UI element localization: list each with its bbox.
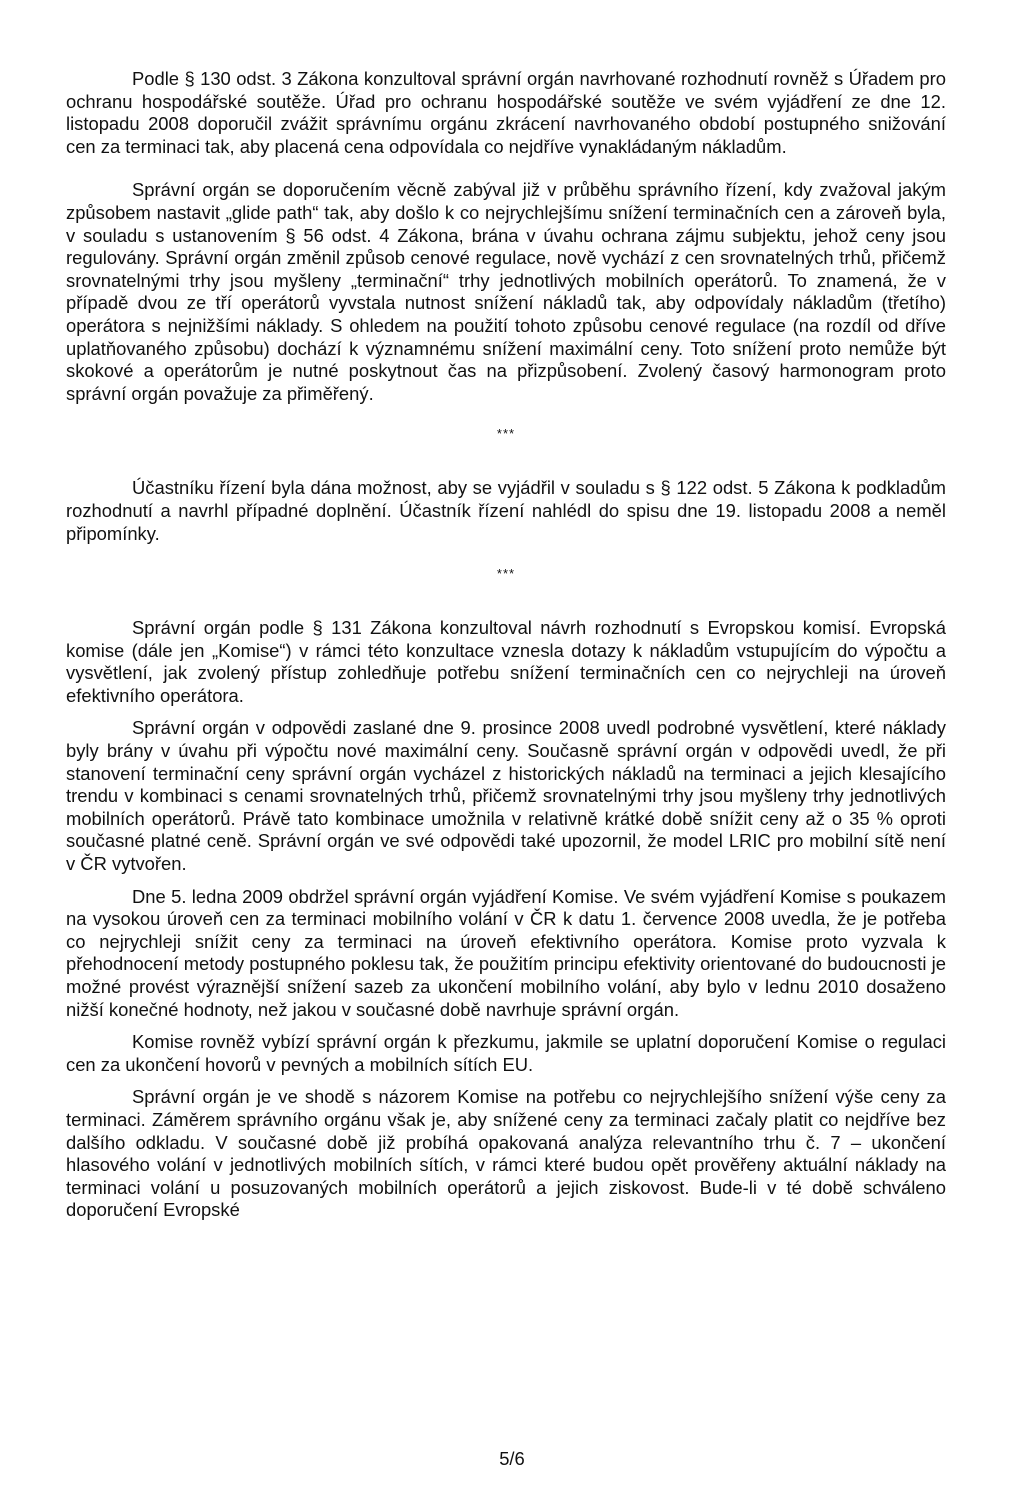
paragraph-glide-path: Správní orgán se doporučením věcně zabýval již v průběhu správního řízení, kdy zvažoval jakým způsobem nastavit „glide path“ tak, aby došlo k co nejrychlejšímu snížení terminačních cen a zároveň byla, v souladu s ustanovením § 56 odst. 4 Zákona, brána v úvahu ochrana zájmu subjektu, jehož ceny jsou regulovány. Správní orgán změnil způsob cenové regulace, nově vychází z cen srovnatelných trhů, přičemž srovnatelnými trhy jsou myšleny „terminační“ trhy jednotlivých mobilních operátorů. To znamená, že v případě dvou ze tří operátorů vyvstala nutnost snížení nákladů tak, aby odpovídaly nákladům (třetího) operátora s nejnižšími náklady. S ohledem na použití tohoto způsobu cenové regulace (na rozdíl od dříve uplatňovaného způsobu) dochází k významnému snížení maximální ceny. Toto snížení proto nemůže být skokové a operátorům je nutné poskytnout čas na přizpůsobení. Zvolený časový harmonogram proto správní orgán považuje za přiměřený. — [66, 179, 946, 404]
section-separator: *** — [496, 426, 516, 442]
paragraph-agreement: Správní orgán je ve shodě s názorem Komise na potřebu co nejrychlejšího snížení výše ceny za terminaci. Záměrem správního orgánu však je, aby snížené ceny za terminaci začaly platit co nejdříve bez dalšího odkladu. V současné době již probíhá opakovaná analýza relevantního trhu č. 7 – ukončení hlasového volání v jednotlivých mobilních sítích, v rámci které budou opět prověřeny aktuální náklady na terminaci volání u posuzovaných mobilních operátorů a jejich ziskovost. Bude-li v té době schváleno doporučení Evropské — [66, 1086, 946, 1221]
paragraph-european-commission: Správní orgán podle § 131 Zákona konzultoval návrh rozhodnutí s Evropskou komisí. Evropská komise (dále jen „Komise“) v rámci této konzultace vznesla dotazy k nákladům vstupujícím do výpočtu a vysvětlení, jak zvolený přístup zohledňuje potřebu snížení terminačních cen co nejrychleji na úroveň efektivního operátora. — [66, 617, 946, 706]
paragraph-consultation-competition-office: Podle § 130 odst. 3 Zákona konzultoval správní orgán navrhované rozhodnutí rovněž s Úřadem pro ochranu hospodářské soutěže. Úřad pro ochranu hospodářské soutěže ve svém vyjádření ze dne 12. listopadu 2008 doporučil zvážit správnímu orgánu zkrácení navrhovaného období postupného snižování cen za terminaci tak, aby placená cena odpovídala co nejdříve vynakládaným nákladům. — [66, 68, 946, 157]
paragraph-commission-opinion: Dne 5. ledna 2009 obdržel správní orgán vyjádření Komise. Ve svém vyjádření Komise s poukazem na vysokou úroveň cen za terminaci mobilního volání v ČR k datu 1. července 2008 uvedla, že je potřeba co nejrychleji snížit ceny za terminaci na úroveň efektivního operátora. Komise proto vyzvala k přehodnocení metody postupného poklesu tak, že použitím principu efektivity orientované do budoucnosti je možné provést výraznější snížení sazeb za ukončení mobilního volání, aby bylo v lednu 2010 dosaženo nižší konečné hodnoty, než jakou v současné době navrhuje správní orgán. — [66, 885, 946, 1020]
page-number: 5/6 — [499, 1448, 525, 1469]
document-body — [66, 68, 946, 1222]
paragraph-response: Správní orgán v odpovědi zaslané dne 9. prosince 2008 uvedl podrobné vysvětlení, které náklady byly brány v úvahu při výpočtu nové maximální ceny. Současně správní orgán v odpovědi uvedl, že při stanovení terminační ceny správní orgán vycházel z historických nákladů na terminaci a jejich klesajícího trendu v kombinaci s cenami srovnatelných trhů, přičemž srovnatelnými trhy jsou myšleny trhy jednotlivých mobilních operátorů. Právě tato kombinace umožnila v relativně krátké době snížit ceny až o 35 % oproti současné platné ceně. Správní orgán ve své odpovědi také upozornil, že model LRIC pro mobilní sítě není v ČR vytvořen. — [66, 717, 946, 875]
paragraph-participant: Účastníku řízení byla dána možnost, aby se vyjádřil v souladu s § 122 odst. 5 Zákona k podkladům rozhodnutí a navrhl případné doplnění. Účastník řízení nahlédl do spisu dne 19. listopadu 2008 a neměl připomínky. — [66, 477, 946, 544]
section-separator: *** — [496, 566, 516, 582]
paragraph-commission-review: Komise rovněž vybízí správní orgán k přezkumu, jakmile se uplatní doporučení Komise o regulaci cen za ukončení hovorů v pevných a mobilních sítích EU. — [66, 1031, 946, 1075]
